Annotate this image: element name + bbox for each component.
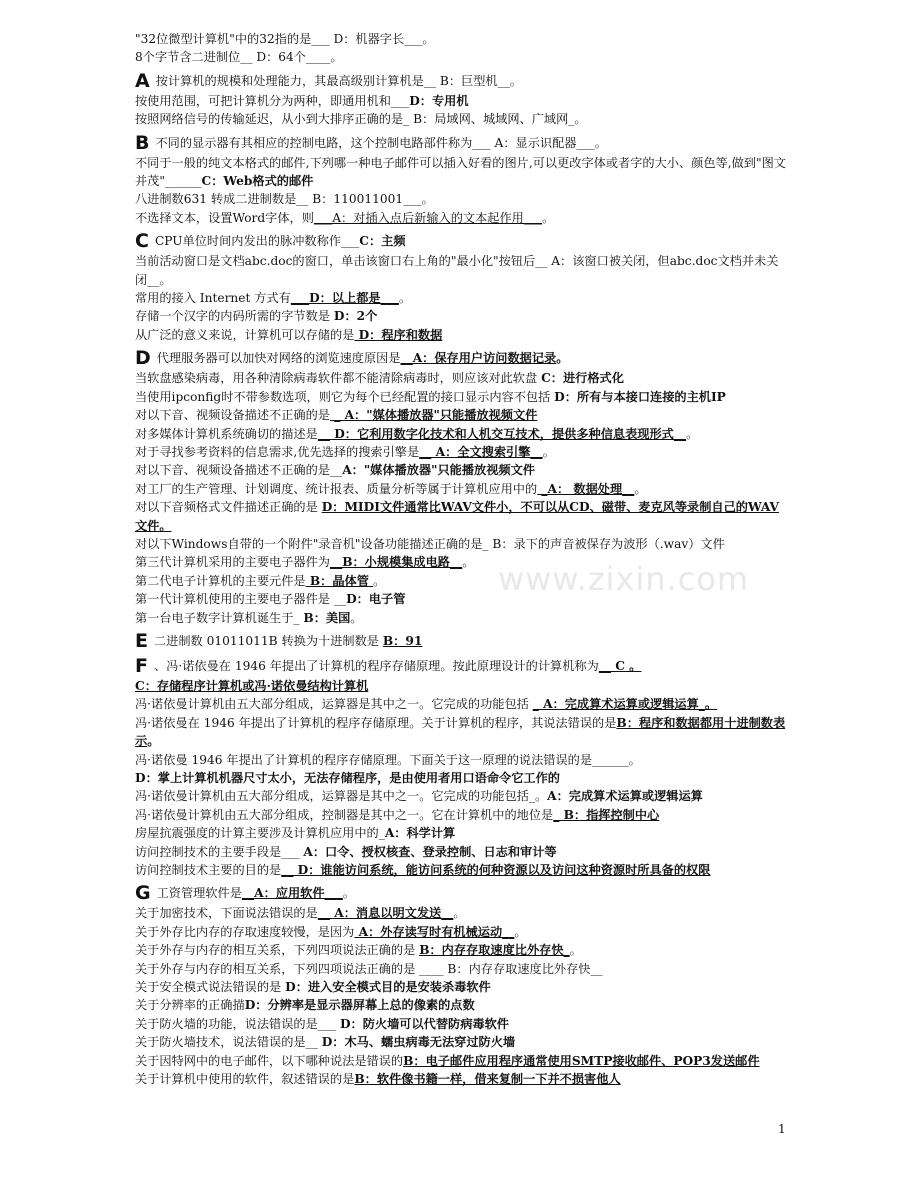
question-line	[135, 941, 787, 959]
question-text: 。	[342, 886, 355, 901]
question-line	[135, 461, 787, 479]
answer-text: D：木马、蠕虫病毒无法穿过防火墙	[321, 1035, 516, 1050]
question-text: 。	[462, 555, 475, 570]
question-line	[135, 787, 787, 805]
question-text: 冯·诺依曼计算机由五大部分组成，控制器是其中之一。它在计算机中的地位是	[135, 807, 554, 822]
question-text: 访问控制技术的主要手段是___	[135, 844, 304, 859]
answer-text: 。	[556, 351, 569, 366]
question-text: 。	[542, 210, 555, 225]
question-text: 对于寻找参考资料的信息需求,优先选择的搜索引擎是	[135, 444, 420, 459]
answer-text: _ B：指挥控制中心	[553, 807, 660, 822]
question-line	[135, 30, 787, 48]
question-text: 第三代计算机采用的主要电子器件为	[135, 555, 330, 570]
answer-text: D：2个	[333, 309, 378, 324]
section-letter: G	[135, 882, 151, 905]
answer-text: D：进入安全模式目的是安装杀毒软件	[285, 980, 491, 995]
question-text: 。	[686, 426, 699, 441]
question-line	[135, 1070, 787, 1088]
question-line	[135, 996, 787, 1014]
question-text: 冯·诺依曼在 1946 年提出了计算机的程序存储原理。关于计算机的程序，其说法错误的是	[135, 715, 617, 730]
question-line	[135, 609, 787, 627]
question-line	[135, 443, 787, 461]
section-first-line	[135, 655, 787, 677]
question-line	[135, 1052, 787, 1070]
question-line	[135, 425, 787, 443]
answer-text: __A：保存用户访问数据记录	[400, 351, 557, 366]
question-text: 。	[542, 444, 555, 459]
section-letter: A	[135, 69, 150, 92]
question-line	[135, 714, 787, 751]
question-text: "32位微型计算机"中的32指的是___ D：机器字长___。	[135, 32, 435, 46]
question-text: 常用的接入 Internet 方式有	[135, 291, 291, 306]
answer-text: D：电子管	[346, 592, 406, 607]
question-text: 按计算机的规模和处理能力，其最高级别计算机是__ B：巨型机__。	[155, 73, 522, 88]
question-text: 冯·诺依曼 1946 年提出了计算机的程序存储原理。下面关于这一原理的说法错误的是______。	[135, 752, 641, 767]
question-text: 按使用范围，可把计算机分为两种，即通用机和___	[135, 93, 410, 108]
answer-text: C：主频	[359, 234, 406, 249]
question-text: 当软盘感染病毒，用各种清除病毒软件都不能清除病毒时，则应该对此软盘	[135, 371, 542, 386]
question-text: 当使用ipconfig时不带参数选项，则它为每个已经配置的接口显示内容不包括	[135, 389, 555, 404]
question-text: 关于外存比内存的存取速度较慢，是因为	[135, 924, 355, 939]
question-text: 二进制数 01011011B 转换为十进制数是	[153, 633, 383, 648]
answer-text: B：晶体管	[305, 573, 374, 588]
section-letter: B	[135, 131, 150, 154]
question-line	[135, 48, 787, 66]
question-line	[135, 677, 787, 695]
question-line	[135, 1033, 787, 1051]
question-text: 八进制数631 转成二进制数是__ B：110011001___。	[135, 192, 434, 207]
answer-text: B：美国	[303, 610, 351, 625]
question-line	[135, 824, 787, 842]
answer-text: D：所有与本接口连接的主机IP	[554, 389, 726, 404]
answer-text: _ A："媒体播放器"只能播放视频文件	[330, 408, 538, 423]
question-text: 不同的显示器有其相应的控制电路，这个控制电路部件称为___ A：显示识配器___。	[155, 135, 607, 150]
answer-text: __ A：全文搜索引擎__	[419, 444, 543, 459]
section-first-line	[135, 132, 787, 154]
answer-text: C：存储程序计算机或冯·诺依曼结构计算机	[135, 678, 369, 693]
answer-text: __ A：消息以明文发送__	[317, 906, 454, 921]
section-letter: F	[135, 654, 148, 677]
watermark: www.zixin.com	[498, 560, 750, 598]
answer-text: D：掌上计算机机器尺寸太小，无法存储程序，是由使用者用口语命令它工作的	[135, 771, 560, 785]
question-line	[135, 252, 787, 289]
question-text: 代理服务器可以加快对网络的浏览速度原因是	[156, 351, 401, 366]
question-text: 关于因特网中的电子邮件，以下哪种说法是错误的	[135, 1053, 404, 1068]
answer-text: C：Web格式的邮件	[201, 174, 314, 189]
answer-text: D：专用机	[409, 93, 469, 108]
answer-text: __A：应用软件___	[241, 886, 343, 901]
question-text: 第二代电子计算机的主要元件是	[135, 573, 306, 588]
question-line	[135, 1015, 787, 1033]
question-text: 关于加密技术，下面说法错误的是	[135, 906, 318, 921]
page-number: 1	[778, 1122, 786, 1136]
question-line	[135, 190, 787, 208]
question-text: 对以下Windows自带的一个附件"录音机"设备功能描述正确的是_ B：录下的声音被保存为波形（.wav）文件	[135, 536, 725, 551]
question-line	[135, 861, 787, 879]
question-text: 关于安全模式说法错误的是	[135, 980, 286, 995]
question-text: 。	[514, 924, 527, 939]
question-text: 关于防火墙的功能，说法错误的是___	[135, 1016, 340, 1031]
section-first-line	[135, 347, 787, 369]
section-first-line	[135, 882, 787, 904]
question-line	[135, 498, 787, 535]
answer-text: B：电子邮件应用程序通常使用SMTP接收邮件、POP3发送邮件	[403, 1053, 760, 1068]
question-text: 不同于一般的纯文本格式的邮件,下列哪一种电子邮件可以插入好看的图片,可以更改字体或者字的大小、颜色等,做到"图文并茂"______	[135, 155, 786, 189]
answer-text: B：内存存取速度比外存快_	[419, 943, 570, 958]
answer-text: __ D：谁能访问系统，能访问系统的何种资源以及访问这种资源时所具备的权限	[281, 863, 711, 878]
question-text: 对以下音频格式文件描述正确的是	[135, 500, 322, 515]
question-line	[135, 769, 787, 787]
question-text: 。	[350, 610, 363, 625]
question-text: 存储一个汉字的内码所需的字节数是	[135, 309, 334, 324]
answer-text: A：完成算术运算或逻辑运算	[547, 789, 703, 804]
section-letter: E	[135, 629, 148, 652]
question-line	[135, 695, 787, 713]
question-text: ___A：对插入点后新输入的文本起作用___	[313, 210, 543, 225]
question-text: 访问控制技术主要的目的是	[135, 863, 282, 878]
question-text: 。	[373, 573, 386, 588]
question-text: 关于防火墙技术，说法错误的是__	[135, 1035, 322, 1050]
question-text: 。	[634, 481, 647, 496]
question-text: 对以下音、视频设备描述不正确的是	[135, 408, 330, 423]
answer-text: B：91	[382, 633, 423, 648]
question-text: 、冯·诺依曼在 1946 年提出了计算机的程序存储原理。按此原理设计的计算机称为	[153, 658, 599, 673]
answer-text: B：软件像书籍一样，借来复制一下并不损害他人	[354, 1072, 621, 1087]
question-line	[135, 406, 787, 424]
answer-text: A："媒体播放器"只能播放视频文件	[342, 463, 535, 478]
question-line	[135, 388, 787, 406]
question-text: 当前活动窗口是文档abc.doc的窗口，单击该窗口右上角的"最小化"按钮后__ A：该窗口被关闭，但abc.doc文档并未关闭__。	[135, 254, 779, 287]
section-letter: D	[135, 347, 151, 370]
answer-text: ___D：以上都是___	[290, 291, 399, 306]
question-line	[135, 960, 787, 978]
section-letter: C	[135, 230, 149, 253]
question-line	[135, 92, 787, 110]
answer-text: A：外存读写时有机械运动__	[354, 924, 515, 939]
question-line	[135, 209, 787, 227]
question-text: 冯·诺依曼计算机由五大部分组成，运算器是其中之一。它完成的功能包括	[135, 697, 533, 712]
question-line	[135, 806, 787, 824]
question-line	[135, 480, 787, 498]
question-line	[135, 369, 787, 387]
question-line	[135, 307, 787, 325]
question-text: 从广泛的意义来说，计算机可以存储的是	[135, 327, 355, 342]
section-first-line	[135, 70, 787, 92]
question-line	[135, 923, 787, 941]
question-text: 8个字节含二进制位__ D：64个____。	[135, 50, 343, 65]
question-line	[135, 843, 787, 861]
answer-text: C：进行格式化	[541, 371, 624, 386]
answer-text: A：科学计算	[384, 826, 456, 841]
question-text: 对工厂的生产管理、计划调度、统计报表、质量分析等属于计算机应用中的	[135, 481, 538, 496]
question-text: 第一代计算机使用的主要电子器件是 __	[135, 592, 347, 607]
question-text: 关于外存与内存的相互关系，下列四项说法正确的是	[135, 943, 420, 958]
section-first-line	[135, 230, 787, 252]
question-line	[135, 289, 787, 307]
question-text: 不选择文本，设置Word字体，则	[135, 210, 314, 225]
answer-text: A：口令、授权核查、登录控制、日志和审计等	[303, 844, 557, 859]
answer-text: B：程序和数据都用十进制数表示	[135, 715, 786, 749]
question-line	[135, 751, 787, 769]
section-first-line	[135, 630, 787, 652]
question-line	[135, 110, 787, 128]
answer-text: D：程序和数据	[354, 327, 443, 342]
answer-text: __B：小规模集成电路__	[330, 555, 463, 570]
question-text: 第一台电子数字计算机诞生于_	[135, 610, 304, 625]
answer-text: D：防火墙可以代替防病毒软件	[339, 1016, 509, 1031]
question-text: 对以下音、视频设备描述不正确的是__	[135, 463, 343, 478]
question-text: 房屋抗震强度的计算主要涉及计算机应用中的_	[135, 826, 385, 841]
question-text: 关于分辨率的正确描	[135, 998, 245, 1013]
answer-text: _ A：完成算术运算或逻辑运算_。	[532, 697, 718, 712]
question-text: CPU单位时间内发出的脉冲数称作___	[154, 234, 360, 249]
question-text: 按照网络信号的传输延迟，从小到大排序正确的是_ B：局域网、城域网、广域网_。	[135, 112, 587, 127]
question-text: 关于计算机中使用的软件，叙述错误的是	[135, 1072, 355, 1087]
question-line	[135, 154, 787, 191]
question-line	[135, 535, 787, 553]
question-line	[135, 904, 787, 922]
answer-text: D：MIDI文件通常比WAV文件小，不可以从CD、磁带、麦克风等录制自己的WAV 文件。	[135, 500, 779, 533]
question-line	[135, 978, 787, 996]
answer-text: __ C 。	[598, 658, 642, 673]
answer-text: __ D：它利用数字化技术和人机交互技术，提供多种信息表现形式__	[317, 426, 687, 441]
question-text: 关于外存与内存的相互关系，下列四项说法正确的是 ____ B：内存存取速度比外存快__	[135, 961, 603, 976]
answer-text: 。	[147, 734, 160, 749]
answer-text: _A： 数据处理__	[537, 481, 635, 496]
question-text: 。	[569, 943, 582, 958]
question-text: 冯·诺依曼计算机由五大部分组成，运算器是其中之一。它完成的功能包括_。	[135, 789, 548, 804]
question-text: 。	[453, 906, 466, 921]
answer-text: D：分辨率是显示器屏幕上总的像素的点数	[244, 998, 475, 1013]
question-text: 对多媒体计算机系统确切的描述是	[135, 426, 318, 441]
question-text: 。	[398, 291, 412, 306]
question-text: 工资管理软件是	[156, 886, 242, 901]
question-line	[135, 326, 787, 344]
